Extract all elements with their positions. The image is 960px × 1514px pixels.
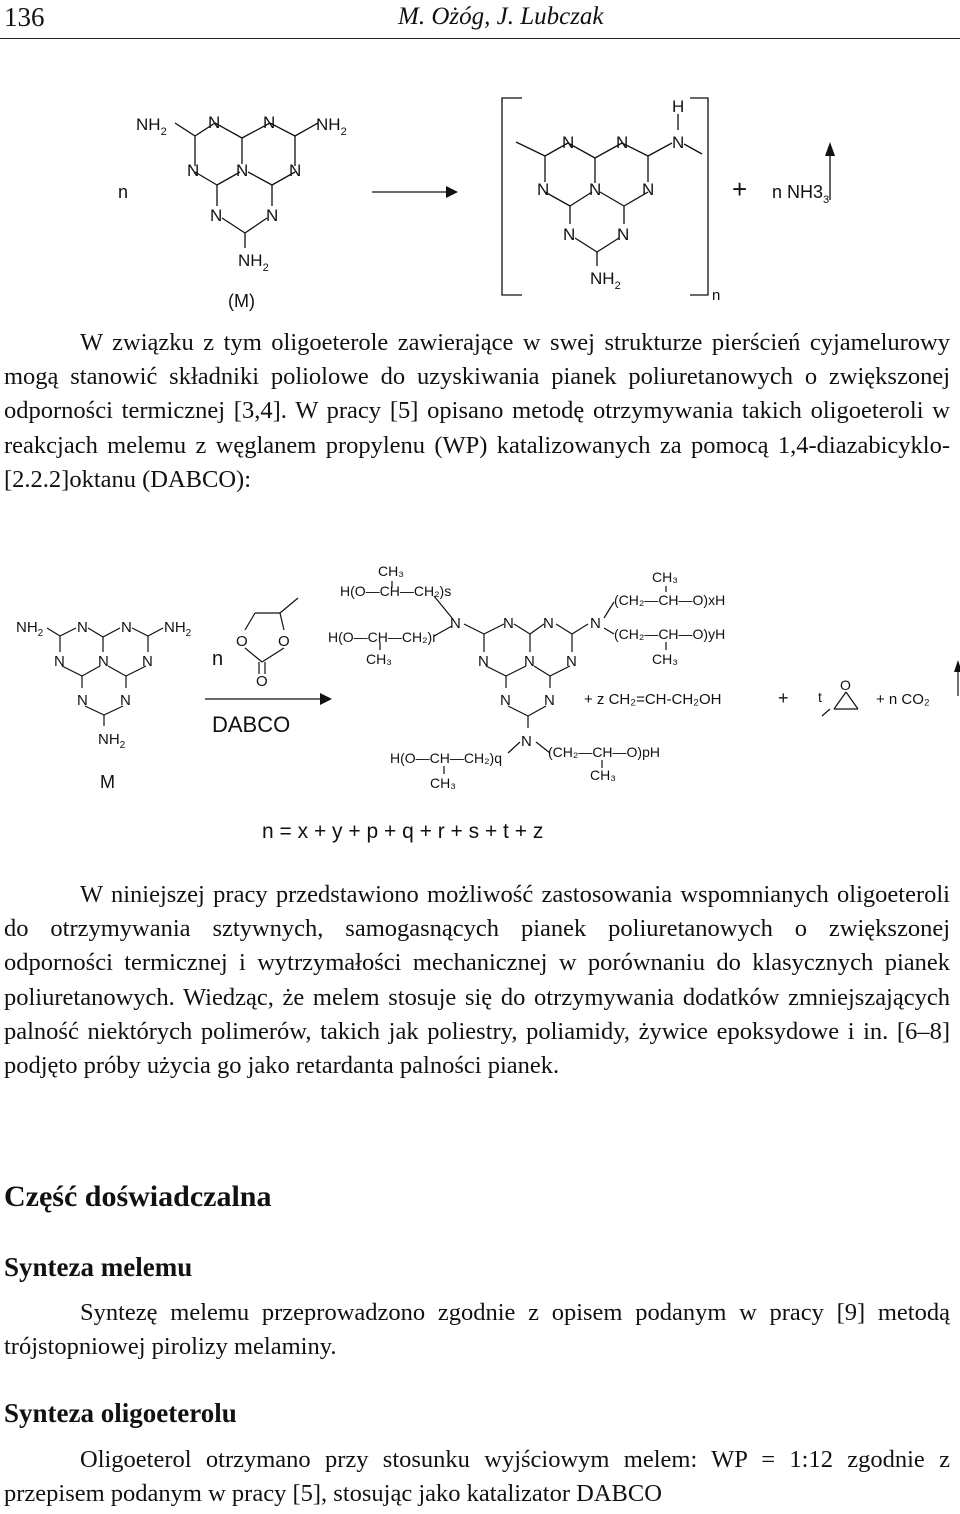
melem-label: M bbox=[100, 772, 115, 792]
paragraph-melem-synthesis: Syntezę melemu przeprowadzono zgodnie z opisem podanym w pracy [9] metodą trójstopniowej pirolizy melaminy. bbox=[4, 1299, 950, 1361]
paragraph-intro: W związku z tym oligoeterole zawierające w swej strukturze pierścień cyjamelurowy mogą stanowić składniki poliolowe do uzyskiwania pianek poliuretanowych o zwiększonej odporności termicznej [3,4]. W pracy [5] opisano metodę otrzymywania takich oligoeteroli w reakcjach melemu z węglanem propylenu (WP) katalizowanych za pomocą 1,4-diazabicyklo-[2.2.2]oktanu (DABCO): bbox=[4, 329, 950, 493]
methyl-group: CH₃ bbox=[430, 775, 456, 791]
scheme2-drawing bbox=[0, 548, 960, 848]
atom-n: N bbox=[236, 161, 249, 180]
product-amine-label: $NH_2$ bbox=[590, 269, 621, 292]
chain-r: H(O—CH—CH₂)r bbox=[328, 629, 437, 645]
atom-n: N bbox=[672, 133, 685, 152]
atom-n: N bbox=[544, 692, 555, 709]
ammonia-byproduct: n $NH3_3$ bbox=[772, 182, 830, 206]
atom-n: N bbox=[121, 619, 132, 636]
chain-s: H(O—CH—CH₂)s bbox=[340, 583, 452, 599]
atom-n: N bbox=[142, 653, 153, 670]
methyl-group: CH₃ bbox=[378, 563, 404, 579]
atom-n: N bbox=[450, 615, 461, 632]
allyl-alcohol-product: + z CH₂=CH-CH₂OH bbox=[584, 691, 722, 708]
carbonate-oxygen: O bbox=[256, 673, 268, 690]
repeat-unit-subscript: n bbox=[712, 287, 721, 304]
reactant-coefficient: n bbox=[118, 182, 129, 202]
atom-n: N bbox=[98, 653, 109, 670]
atom-h: H bbox=[672, 97, 685, 116]
atom-n: N bbox=[590, 615, 601, 632]
catalyst-label: DABCO bbox=[212, 712, 291, 737]
scheme1-drawing bbox=[0, 88, 960, 312]
atom-n: N bbox=[562, 133, 575, 152]
atom-n: N bbox=[566, 653, 577, 670]
atom-n: N bbox=[266, 206, 279, 225]
melem-label: (M) bbox=[228, 291, 255, 311]
methyl-group: CH₃ bbox=[366, 651, 392, 667]
epoxide-coefficient: t bbox=[818, 689, 822, 705]
chain-y: (CH₂—CH—O)yH bbox=[614, 626, 726, 642]
carbon-dioxide-product: + n CO₂ bbox=[876, 691, 930, 708]
methyl-group: CH₃ bbox=[590, 767, 616, 783]
methyl-group: CH₃ bbox=[652, 569, 678, 585]
chain-x: (CH₂—CH—O)xH bbox=[614, 592, 726, 608]
reactant-amine-label: $NH_2$ bbox=[164, 619, 192, 639]
epoxide-oxygen: O bbox=[840, 677, 851, 693]
page-header bbox=[0, 0, 960, 39]
reagent-coefficient: n bbox=[212, 648, 224, 670]
chain-q: H(O—CH—CH₂)q bbox=[390, 750, 502, 766]
reactant-amine-label: $NH_2$ bbox=[16, 619, 44, 639]
atom-n: N bbox=[478, 653, 489, 670]
reaction-scheme-melem-condensation bbox=[0, 88, 960, 312]
subsection-heading-oligoetherol-synthesis: Synteza oligoeterolu bbox=[4, 1398, 237, 1428]
carbonate-oxygen: O bbox=[278, 633, 290, 650]
stoichiometry-equation: n = x + y + p + q + r + s + t + z bbox=[262, 820, 544, 843]
atom-n: N bbox=[210, 206, 223, 225]
section-heading-experimental: Część doświadczalna bbox=[4, 1180, 272, 1213]
atom-n: N bbox=[563, 225, 576, 244]
carbonate-oxygen: O bbox=[236, 633, 248, 650]
reaction-scheme-oligoetherol-synthesis bbox=[0, 548, 960, 848]
methyl-group: CH₃ bbox=[652, 651, 678, 667]
reactant-amine-label: $NH_2$ bbox=[98, 731, 126, 751]
running-head-authors: M. Ożóg, J. Lubczak bbox=[398, 3, 604, 30]
atom-n: N bbox=[537, 180, 550, 199]
atom-n: N bbox=[263, 113, 276, 132]
page-number: 136 bbox=[4, 2, 45, 32]
atom-n: N bbox=[77, 619, 88, 636]
atom-n: N bbox=[120, 692, 131, 709]
atom-n: N bbox=[503, 615, 514, 632]
melem-right-amine-label: $NH_2$ bbox=[316, 115, 347, 138]
atom-n: N bbox=[187, 161, 200, 180]
atom-n: N bbox=[642, 180, 655, 199]
atom-n: N bbox=[543, 615, 554, 632]
melem-bottom-amine-label: $NH_2$ bbox=[238, 251, 269, 274]
atom-n: N bbox=[617, 225, 630, 244]
atom-n: N bbox=[589, 180, 602, 199]
atom-n: N bbox=[289, 161, 302, 180]
chain-p: (CH₂—CH—O)pH bbox=[548, 744, 660, 760]
subsection-heading-melem-synthesis: Synteza melemu bbox=[4, 1252, 193, 1282]
atom-n: N bbox=[77, 692, 88, 709]
atom-n: N bbox=[524, 653, 535, 670]
paragraph-aim: W niniejszej pracy przedstawiono możliwość zastosowania wspomnianych oligoeteroli do otrzymywania sztywnych, samogasnących pianek poliuretanowych o zwiększonej odporności termicznej i wytrzymałości mechanicznej w porównaniu do klasycznych pianek poliuretanowych. Wiedząc, że melem stosuje się do otrzymywania dodatków zmniejszających palność niektórych polimerów, takich jak poliestry, poliamidy, żywice epoksydowe i in. [6–8] podjęto próby użycia go jako retardanta palności pianek. bbox=[4, 881, 950, 1080]
plus-sign: + bbox=[732, 174, 748, 204]
atom-n: N bbox=[521, 733, 532, 750]
melem-left-amine-label: $NH_2$ bbox=[136, 115, 167, 138]
paragraph-oligoetherol-synthesis: Oligoeterol otrzymano przy stosunku wyjściowym melem: WP = 1:12 zgodnie z przepisem podanym w pracy [5], stosując jako katalizator DABCO bbox=[4, 1446, 950, 1508]
atom-n: N bbox=[500, 692, 511, 709]
plus-sign: + bbox=[778, 688, 789, 708]
atom-n: N bbox=[54, 653, 65, 670]
atom-n: N bbox=[208, 113, 221, 132]
atom-n: N bbox=[616, 133, 629, 152]
